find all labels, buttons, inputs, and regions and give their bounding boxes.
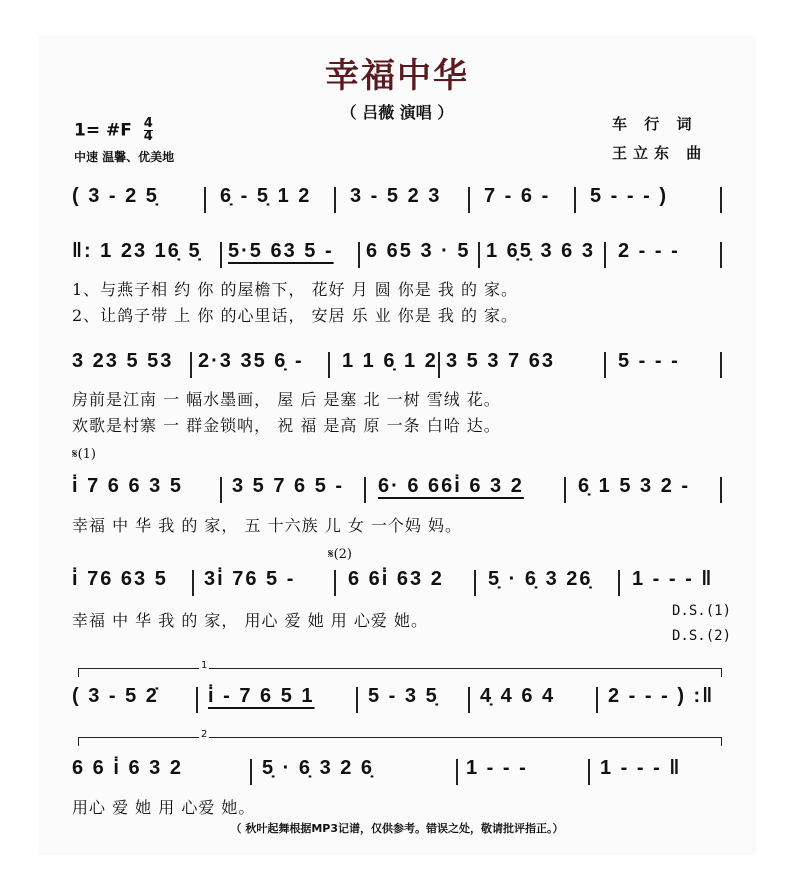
measure: ( 3 - 2 5̣: [72, 185, 159, 207]
lyric-verse-2: 2、让鸽子带 上 你 的心里话， 安居 乐 业 你是 我 的 家。: [72, 306, 519, 325]
barline: [358, 242, 360, 268]
singer-credit: （ 吕薇 演唱 ）: [340, 103, 454, 122]
barline: [604, 242, 606, 268]
measure: 2 - - - ) :‖: [608, 685, 715, 707]
transcriber-footnote: （ 秋叶起舞根据MP3记谱，仅供参考。错误之处，敬请批评指正。）: [230, 822, 564, 835]
measure: 3 - 5 2 3: [350, 185, 442, 207]
dal-segno-1: D.S.(1): [672, 603, 732, 619]
verse-line-2: [72, 350, 732, 380]
measure: 2·3 35 6̣ -: [198, 350, 304, 372]
volta-number: 2: [201, 729, 208, 740]
interlude-line: [72, 685, 732, 715]
lyric-verse-1: 1、与燕子相 约 你 的屋檐下， 花好 月 圆 你是 我 的 家。: [72, 280, 519, 299]
measure: 5 - 3 5̣: [368, 685, 439, 707]
barline: [720, 242, 722, 268]
measure: 5̣ · 6̣ 3 26̣: [488, 568, 593, 590]
measure: 6̣ 1 5 3 2 -: [578, 475, 691, 497]
barline: [618, 570, 620, 596]
barline: [720, 477, 722, 503]
key-signature: [74, 118, 153, 143]
barline: [564, 477, 566, 503]
measure: i̇ 7 6 6 3 5: [72, 475, 183, 497]
measure: 6· 6 66i̇ 6 3 2: [378, 475, 524, 497]
composer-credit: 王立东 曲: [612, 144, 708, 162]
barline: [250, 759, 252, 785]
chorus-line-2: [72, 568, 732, 598]
measure: 6 6 i̇ 6 3 2: [72, 757, 183, 779]
barline: [438, 352, 440, 378]
measure: 7 - 6 -: [484, 185, 551, 207]
measure: 5̣ · 6̣ 3 2 6̣: [262, 757, 375, 779]
segno-2-icon: 𝄋(2): [328, 547, 353, 562]
measure: ( 3 - 5 2̇: [72, 685, 159, 707]
measure: i̇ - 7 6 5 1: [208, 685, 315, 707]
barline: [356, 687, 358, 713]
lyricist-credit: 车 行 词: [612, 115, 698, 133]
intro-line: [72, 185, 732, 215]
segno-1-icon: 𝄋(1): [72, 447, 97, 462]
barline: [596, 687, 598, 713]
barline: [364, 477, 366, 503]
tempo-marking: 中速 温馨、优美地: [74, 150, 175, 164]
verse-line-1: [72, 240, 732, 270]
measure: 3 5 7 6 5 -: [232, 475, 345, 497]
lyric-verse-1b: 房前是江南 一 幅水墨画， 屋 后 是塞 北 一树 雪绒 花。: [72, 390, 501, 409]
barline: [190, 352, 192, 378]
lyric-chorus-1: 幸福 中 华 我 的 家， 五 十六族 儿 女 一个妈 妈。: [72, 516, 462, 535]
measure: ‖: 1 23 16̣ 5̣: [72, 240, 202, 262]
barline: [720, 187, 722, 213]
measure: 6 65 3 · 5: [366, 240, 471, 262]
lyric-ending: 用心 爱 她 用 心爱 她。: [72, 798, 256, 817]
dal-segno-2: D.S.(2): [672, 628, 732, 644]
song-title: 幸福中华: [325, 56, 469, 96]
key-label: 1= #F: [74, 120, 132, 141]
measure: i̇ 76 63 5: [72, 568, 168, 590]
barline: [204, 187, 206, 213]
barline: [192, 570, 194, 596]
barline: [574, 187, 576, 213]
ending-line: [72, 757, 732, 787]
chorus-line-1: [72, 475, 732, 505]
volta-bracket-1: [78, 660, 722, 677]
time-signature: [144, 118, 153, 143]
measure: 4̣ 4 6 4: [480, 685, 556, 707]
barline: [456, 759, 458, 785]
barline: [720, 352, 722, 378]
barline: [196, 687, 198, 713]
barline: [334, 570, 336, 596]
volta-number: 1: [201, 660, 208, 671]
measure: 5·5 63 5 -: [228, 240, 334, 262]
measure: 5 - - - ): [590, 185, 668, 207]
barline: [328, 352, 330, 378]
time-sig-top: 4: [143, 116, 153, 131]
measure: 1 6̣5̣ 3 6 3: [486, 240, 595, 262]
barline: [604, 352, 606, 378]
measure: 3 23 5 53: [72, 350, 174, 372]
measure: 6̣ - 5̣ 1 2: [220, 185, 312, 207]
measure: 6 6i̇ 63 2: [348, 568, 444, 590]
barline: [468, 687, 470, 713]
measure: 5 - - -: [618, 350, 680, 372]
measure: 3i̇ 76 5 -: [204, 568, 296, 590]
time-sig-bottom: 4: [143, 129, 153, 144]
barline: [468, 187, 470, 213]
measure: 1 - - - ‖: [600, 757, 682, 779]
barline: [474, 570, 476, 596]
measure: 1 - - -: [466, 757, 528, 779]
lyric-verse-2b: 欢歌是村寨 一 群金锁呐， 祝 福 是高 原 一条 白哈 达。: [72, 416, 501, 435]
volta-bracket-2: [78, 729, 722, 746]
barline: [334, 187, 336, 213]
barline: [220, 242, 222, 268]
measure: 3 5 3 7 63: [446, 350, 555, 372]
barline: [588, 759, 590, 785]
barline: [478, 242, 480, 268]
barline: [220, 477, 222, 503]
measure: 2 - - -: [618, 240, 680, 262]
measure: 1 - - - ‖: [632, 568, 714, 590]
measure: 1 1 6̣ 1 2: [342, 350, 438, 372]
lyric-chorus-2: 幸福 中 华 我 的 家， 用心 爱 她 用 心爱 她。: [72, 611, 428, 630]
